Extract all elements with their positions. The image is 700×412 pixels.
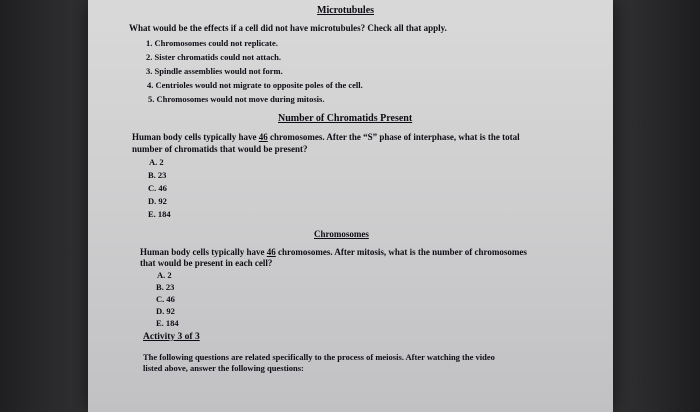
question-chromatids-line1	[132, 132, 520, 142]
activity-text-line2: listed above, answer the following questions:	[143, 363, 304, 373]
heading-activity: Activity 3 of 3	[143, 332, 200, 342]
answer-option: B. 23	[156, 282, 175, 292]
list-item: 1. Chromosomes could not replicate.	[146, 38, 278, 48]
answer-option: C. 46	[156, 294, 175, 304]
answer-option: E. 184	[156, 318, 179, 328]
question-text: chromosomes. After the “S” phase of interphase, what is the total	[267, 132, 520, 142]
answer-option: D. 92	[148, 196, 167, 206]
heading-chromosomes: Chromosomes	[314, 229, 369, 239]
activity-text-line1: The following questions are related specifically to the process of meiosis. After watching the video	[143, 352, 495, 362]
heading-microtubules: Microtubules	[317, 5, 375, 16]
question-text: Human body cells typically have	[132, 132, 259, 142]
answer-option: C. 46	[148, 183, 167, 193]
answer-option: B. 23	[148, 170, 167, 180]
question-text: chromosomes. After mitosis, what is the number of chromosomes	[275, 247, 527, 257]
answer-option: E. 184	[148, 209, 171, 219]
list-item: 5. Chromosomes would not move during mitosis.	[148, 94, 325, 104]
question-text: Human body cells typically have	[140, 247, 267, 257]
question-chromosomes-line2: that would be present in each cell?	[140, 258, 273, 268]
list-item: 4. Centrioles would not migrate to opposite poles of the cell.	[147, 80, 363, 90]
heading-chromatids: Number of Chromatids Present	[278, 113, 413, 124]
question-chromosomes-line1	[140, 247, 527, 257]
answer-option: A. 2	[149, 157, 164, 167]
question-microtubules: What would be the effects if a cell did not have microtubules? Check all that apply.	[129, 23, 447, 33]
list-item: 3. Spindle assemblies would not form.	[146, 66, 283, 76]
chromosome-count: 46	[258, 132, 268, 142]
answer-option: D. 92	[156, 306, 175, 316]
answer-option: A. 2	[157, 270, 172, 280]
chromosome-count: 46	[266, 247, 276, 257]
document-page	[88, 0, 613, 412]
list-item: 2. Sister chromatids could not attach.	[146, 52, 281, 62]
question-chromatids-line2: number of chromatids that would be present?	[132, 144, 308, 154]
